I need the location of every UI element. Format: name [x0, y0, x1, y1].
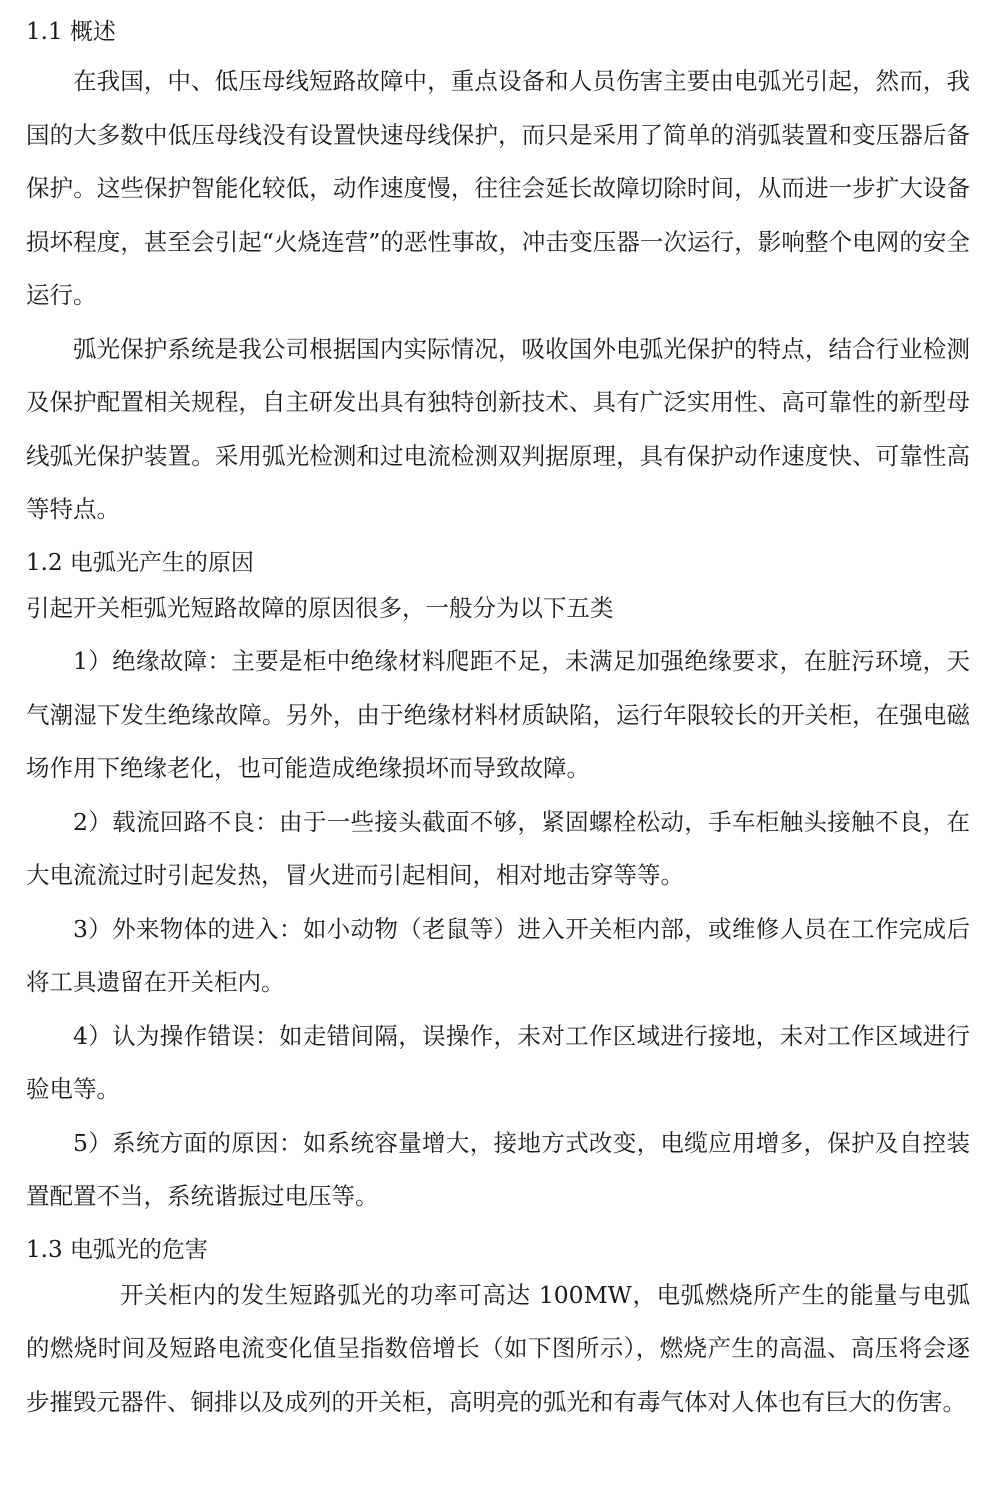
- list-item-cause-4: 4）认为操作错误：如走错间隔，误操作，未对工作区域进行接地，未对工作区域进行验电等。: [26, 1021, 970, 1103]
- list-item-cause-2: 2）载流回路不良：由于一些接头截面不够，紧固螺栓松动，手车柜触头接触不良，在大电流流过时引起发热，冒火进而引起相间，相对地击穿等等。: [26, 807, 970, 889]
- document-page: [0, 17, 1000, 1492]
- list-item-cause-3: 3）外来物体的进入：如小动物（老鼠等）进入开关柜内部，或维修人员在工作完成后将工具遗留在开关柜内。: [26, 914, 970, 996]
- list-item-cause-1: 1）绝缘故障：主要是柜中绝缘材料爬距不足，未满足加强绝缘要求，在脏污环境，天气潮湿下发生绝缘故障。另外，由于绝缘材料材质缺陷，运行年限较长的开关柜，在强电磁场作用下绝缘老化，也可能造成绝缘损坏而导致故障。: [26, 647, 970, 782]
- paragraph-overview-1: 在我国，中、低压母线短路故障中，重点设备和人员伤害主要由电弧光引起，然而，我国的大多数中低压母线没有设置快速母线保护，而只是采用了简单的消弧装置和变压器后备保护。这些保护智能化较低，动作速度慢，往往会延长故障切除时间，从而进一步扩大设备损坏程度，甚至会引起“火烧连营”的恶性事故，冲击变压器一次运行，影响整个电网的安全运行。: [26, 67, 970, 309]
- paragraph-overview-2: 弧光保护系统是我公司根据国内实际情况，吸收国外电弧光保护的特点，结合行业检测及保护配置相关规程，自主研发出具有独特创新技术、具有广泛实用性、高可靠性的新型母线弧光保护装置。采用弧光检测和过电流检测双判据原理，具有保护动作速度快、可靠性高等特点。: [26, 334, 970, 523]
- section-heading-hazards: 1.3 电弧光的危害: [26, 1236, 208, 1263]
- section-heading-causes: 1.2 电弧光产生的原因: [26, 549, 254, 576]
- paragraph-hazards-1: 开关柜内的发生短路弧光的功率可高达 100MW，电弧燃烧所产生的能量与电弧的燃烧时间及短路电流变化值呈指数倍增长（如下图所示），燃烧产生的高温、高压将会逐步摧毁元器件、铜排以及成列的开关柜，高明亮的弧光和有毒气体对人体也有巨大的伤害。: [26, 1280, 970, 1416]
- section-heading-overview: 1.1 概述: [26, 19, 116, 45]
- paragraph-causes-intro: 引起开关柜弧光短路故障的原因很多，一般分为以下五类: [26, 593, 614, 622]
- list-item-cause-5: 5）系统方面的原因：如系统容量增大，接地方式改变，电缆应用增多，保护及自控装置配置不当，系统谐振过电压等。: [26, 1128, 970, 1210]
